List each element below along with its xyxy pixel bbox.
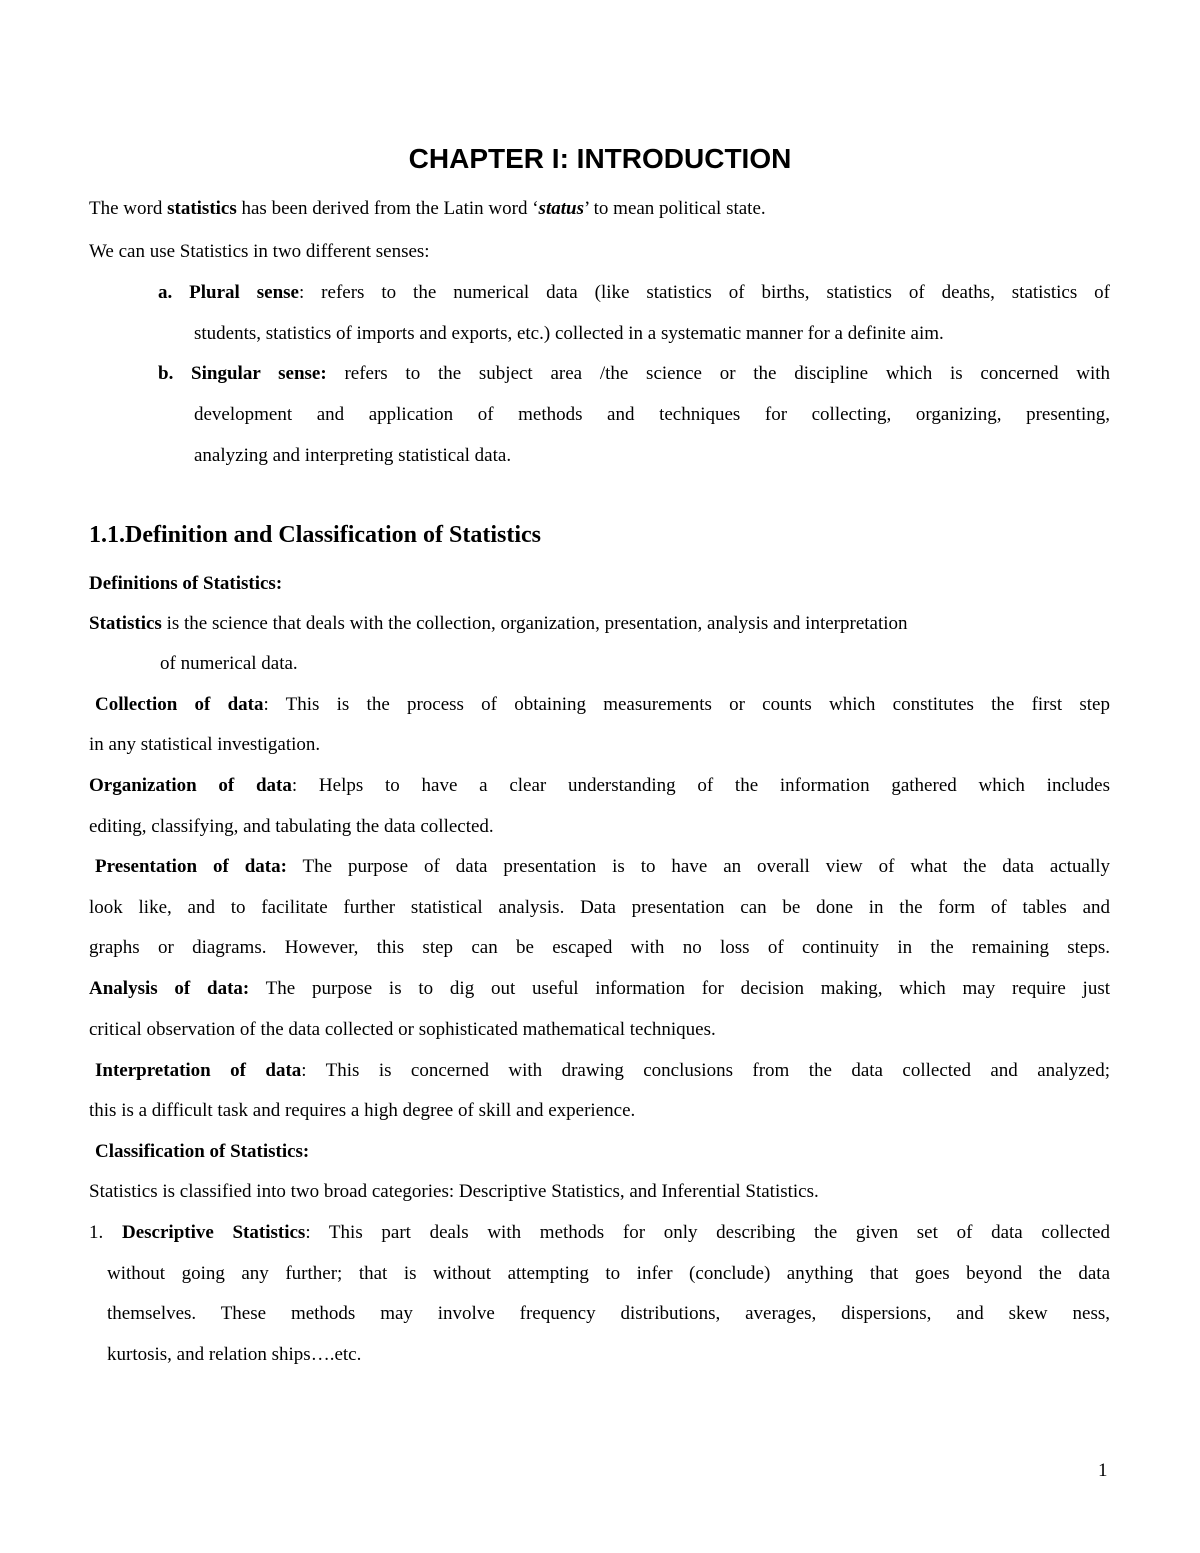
descriptive-line-3: themselves. These methods may involve frequency distributions, averages, dispersions, and skew ness,: [107, 1303, 1110, 1324]
intro-paragraph: [89, 198, 766, 220]
intro-term-statistics: statistics: [167, 198, 237, 219]
intro-text-3: ’ to mean political state.: [583, 198, 766, 219]
singular-sense-line-2: development and application of methods and techniques for collecting, organizing, presenting,: [194, 404, 1110, 425]
collection-line-1: Collection of data: This is the process of obtaining measurements or counts which constitutes the first step: [95, 694, 1110, 715]
interpretation-line-2: this is a difficult task and requires a high degree of skill and experience.: [89, 1100, 636, 1121]
singular-sense-line-1: b. Singular sense: refers to the subject area /the science or the discipline which is concerned with: [158, 363, 1110, 384]
statistics-term: Statistics: [89, 613, 162, 634]
chapter-title: CHAPTER I: INTRODUCTION: [408, 143, 792, 174]
descriptive-line-4: kurtosis, and relation ships….etc.: [107, 1344, 362, 1365]
presentation-line-3: graphs or diagrams. However, this step can be escaped with no loss of continuity in the remaining steps.: [89, 937, 1110, 958]
analysis-line-1: Analysis of data: The purpose is to dig out useful information for decision making, which may require just: [89, 978, 1111, 999]
plural-sense-label: a. Plural sense: [158, 282, 299, 303]
descriptive-line-2: without going any further; that is without attempting to infer (conclude) anything that goes beyond the data: [107, 1263, 1110, 1284]
descriptive-line-1: Descriptive Statistics: This part deals with methods for only describing the given set of data collected: [122, 1222, 1110, 1243]
presentation-term: Presentation of data:: [95, 856, 287, 877]
descriptive-number: 1.: [89, 1222, 104, 1243]
section-heading: 1.1.Definition and Classification of Statistics: [89, 522, 542, 548]
interpretation-term: Interpretation of data: [95, 1060, 302, 1081]
collection-line-2: in any statistical investigation.: [89, 734, 321, 755]
organization-line-1: Organization of data: Helps to have a clear understanding of the information gathered which includes: [89, 775, 1110, 796]
intro-text-2: has been derived from the Latin word ‘: [236, 198, 539, 219]
plural-sense-line-2: students, statistics of imports and exports, etc.) collected in a systematic manner for a definite aim.: [194, 323, 944, 344]
analysis-term: Analysis of data:: [89, 978, 250, 999]
interpretation-line-1: Interpretation of data: This is concerned with drawing conclusions from the data collected and analyzed;: [95, 1060, 1111, 1081]
collection-term: Collection of data: [95, 694, 264, 715]
organization-line-2: editing, classifying, and tabulating the data collected.: [89, 816, 494, 837]
definitions-heading: Definitions of Statistics:: [89, 573, 283, 594]
intro-text-1: The word: [89, 198, 168, 219]
analysis-line-2: critical observation of the data collected or sophisticated mathematical techniques.: [89, 1019, 716, 1040]
classification-heading: Classification of Statistics:: [95, 1141, 310, 1162]
descriptive-term: Descriptive Statistics: [122, 1222, 306, 1243]
statistics-definition-line-2: of numerical data.: [160, 653, 298, 674]
presentation-line-2: look like, and to facilitate further statistical analysis. Data presentation can be done in the form of tables and: [89, 897, 1110, 918]
organization-term: Organization of data: [89, 775, 292, 796]
plural-sense-line-1: a. Plural sense: refers to the numerical data (like statistics of births, statistics of deaths, statistics of: [158, 282, 1110, 303]
intro-term-status: status: [538, 198, 584, 219]
page-number: 1: [1098, 1460, 1108, 1481]
statistics-definition-line-1: Statistics is the science that deals with the collection, organization, presentation, analysis and interpretation: [89, 613, 908, 634]
singular-sense-line-3: analyzing and interpreting statistical data.: [194, 445, 512, 466]
classification-text: Statistics is classified into two broad categories: Descriptive Statistics, and Inferential Statistics.: [89, 1181, 819, 1202]
senses-intro: We can use Statistics in two different senses:: [89, 241, 430, 262]
singular-sense-label: b. Singular sense:: [158, 363, 327, 384]
presentation-line-1: Presentation of data: The purpose of data presentation is to have an overall view of what the data actually: [95, 856, 1110, 877]
